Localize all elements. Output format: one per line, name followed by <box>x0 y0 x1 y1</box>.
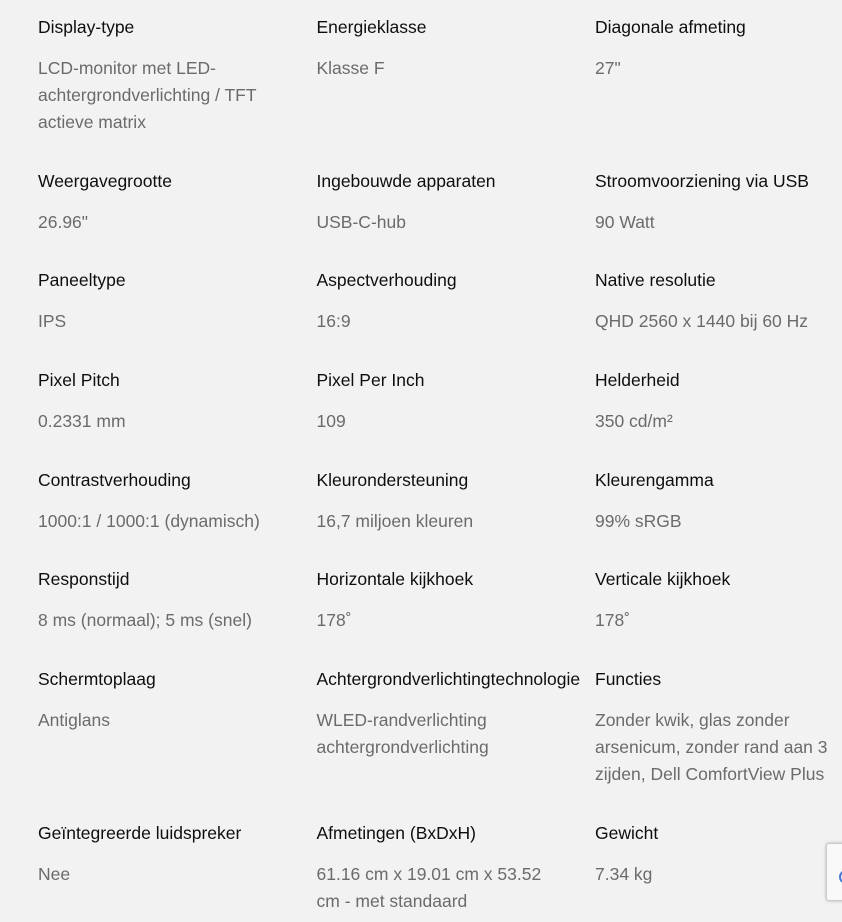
spec-label: Paneeltype <box>38 270 126 290</box>
spec-built-in-devices <box>317 168 596 267</box>
spec-panel-type <box>38 267 317 367</box>
spec-label: Schermtoplaag <box>38 669 156 689</box>
spec-value: QHD 2560 x 1440 bij 60 Hz <box>595 311 809 331</box>
spec-label: Contrastverhouding <box>38 470 191 490</box>
spec-label: Aspectverhouding <box>316 270 457 290</box>
spec-usb-power <box>595 168 842 267</box>
spec-value: 8 ms (normaal); 5 ms (snel) <box>38 610 252 630</box>
spec-label: Responstijd <box>38 569 130 589</box>
spec-integrated-speaker <box>38 820 317 920</box>
spec-grid <box>38 14 842 920</box>
spec-label: Pixel Pitch <box>38 370 120 390</box>
spec-display-type <box>38 14 317 168</box>
spec-label: Helderheid <box>595 370 680 390</box>
spec-value: Zonder kwik, glas zonder arsenicum, zonder rand aan 3 zijden, Dell ComfortView Plus <box>595 710 828 784</box>
spec-native-resolution <box>595 267 842 367</box>
spec-label: Pixel Per Inch <box>316 370 425 390</box>
spec-brightness <box>595 367 842 467</box>
spec-row <box>38 666 842 820</box>
spec-row <box>38 820 842 920</box>
spec-aspect-ratio <box>317 267 596 367</box>
spec-color-gamut <box>595 467 842 566</box>
spec-value: 1000:1 / 1000:1 (dynamisch) <box>38 511 260 531</box>
spec-contrast-ratio <box>38 467 317 566</box>
spec-screen-coating <box>38 666 317 820</box>
spec-value: 90 Watt <box>595 212 655 232</box>
spec-label: Afmetingen (BxDxH) <box>316 823 476 843</box>
spec-value: 27" <box>595 58 621 78</box>
spec-value: 7.34 kg <box>595 864 653 884</box>
spec-value: 16:9 <box>316 311 351 331</box>
spec-row <box>38 14 842 168</box>
spec-vertical-viewing-angle <box>595 566 842 666</box>
spec-row <box>38 168 842 267</box>
spec-value: WLED-randverlichting achtergrondverlichting <box>316 710 489 757</box>
spec-value: USB-C-hub <box>316 212 406 232</box>
floating-widget-tab[interactable] <box>826 843 842 901</box>
spec-value: Klasse F <box>316 58 385 78</box>
spec-display-size <box>38 168 317 267</box>
spec-value: 26.96" <box>38 212 89 232</box>
spec-response-time <box>38 566 317 666</box>
spec-label: Ingebouwde apparaten <box>316 171 496 191</box>
spec-pixel-pitch <box>38 367 317 467</box>
spec-label: Gewicht <box>595 823 659 843</box>
spec-label: Weergavegrootte <box>38 171 172 191</box>
spec-label: Diagonale afmeting <box>595 17 746 37</box>
spec-backlight-technology <box>317 666 596 820</box>
spec-features <box>595 666 842 820</box>
spec-value: 178˚ <box>316 610 352 630</box>
spec-label: Kleurengamma <box>595 470 714 490</box>
spec-value: 178˚ <box>595 610 631 630</box>
spec-energy-class <box>317 14 596 168</box>
spec-color-support <box>317 467 596 566</box>
spec-value: 16,7 miljoen kleuren <box>316 511 474 531</box>
spec-label: Horizontale kijkhoek <box>316 569 474 589</box>
spec-value: Nee <box>38 864 71 884</box>
spec-label: Energieklasse <box>316 17 427 37</box>
spec-weight <box>595 820 842 920</box>
spec-label: Display-type <box>38 17 135 37</box>
spec-row <box>38 467 842 566</box>
spec-label: Kleurondersteuning <box>316 470 469 490</box>
spec-value: 61.16 cm x 19.01 cm x 53.52 cm - met standaard <box>316 864 542 911</box>
spec-label: Verticale kijkhoek <box>595 569 731 589</box>
spec-label: Stroomvoorziening via USB <box>595 171 809 191</box>
spec-diagonal <box>595 14 842 168</box>
spec-label: Achtergrondverlichtingtechnologie <box>316 669 581 689</box>
spec-value: 0.2331 mm <box>38 411 126 431</box>
spec-label: Geïntegreerde luidspreker <box>38 823 242 843</box>
spec-label: Native resolutie <box>595 270 716 290</box>
spec-pixel-per-inch <box>317 367 596 467</box>
spec-value: IPS <box>38 311 67 331</box>
spec-row <box>38 367 842 467</box>
spec-row <box>38 566 842 666</box>
spec-label: Functies <box>595 669 662 689</box>
spec-dimensions <box>317 820 596 920</box>
spec-row <box>38 267 842 367</box>
spec-value: LCD-monitor met LED-achtergrondverlichting / TFT actieve matrix <box>38 58 257 132</box>
spec-value: 99% sRGB <box>595 511 682 531</box>
spec-horizontal-viewing-angle <box>317 566 596 666</box>
spec-value: 109 <box>316 411 346 431</box>
spec-value: Antiglans <box>38 710 110 730</box>
spec-value: 350 cd/m² <box>595 411 673 431</box>
